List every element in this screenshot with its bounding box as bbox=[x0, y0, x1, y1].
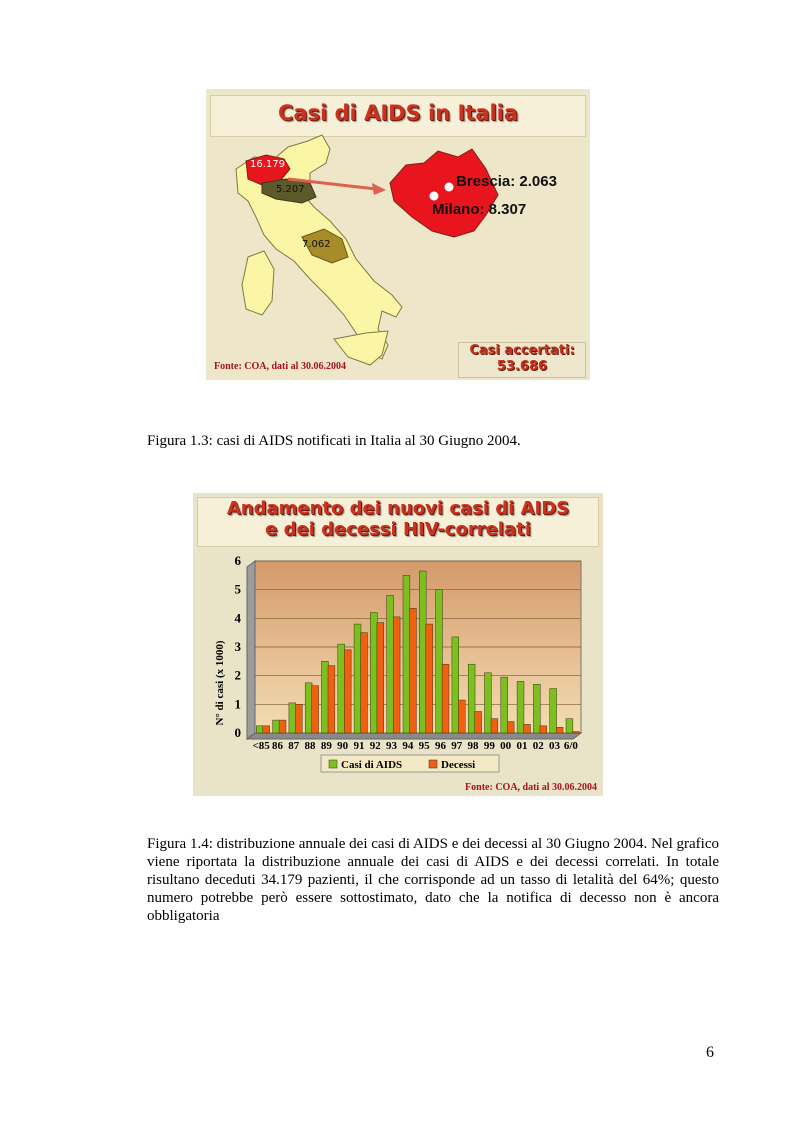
figure13-source: Fonte: COA, dati al 30.06.2004 bbox=[214, 361, 346, 372]
bar-chart bbox=[193, 493, 603, 796]
x-tick-label: 95 bbox=[418, 740, 430, 752]
y-tick-label: 3 bbox=[234, 639, 241, 654]
y-tick-label: 4 bbox=[234, 610, 241, 626]
y-tick-label: 6 bbox=[234, 553, 241, 568]
bar-casi bbox=[289, 703, 296, 733]
figure14-source: Fonte: COA, dati al 30.06.2004 bbox=[465, 782, 597, 793]
x-tick-label: 91 bbox=[353, 740, 365, 752]
x-tick-label: 97 bbox=[451, 740, 463, 752]
figure13-caption: Figura 1.3: casi di AIDS notificati in Italia al 30 Giugno 2004. bbox=[147, 433, 521, 449]
lombardia-count: 16.179 bbox=[250, 159, 285, 170]
bar-casi bbox=[403, 575, 410, 733]
lombardia-zoom-shape bbox=[390, 149, 498, 237]
bar-casi bbox=[354, 624, 361, 733]
total-label: Casi accertati: bbox=[469, 343, 575, 358]
bar-decessi bbox=[458, 700, 465, 733]
total-box bbox=[458, 342, 586, 378]
bar-decessi bbox=[328, 666, 335, 733]
x-tick-label: 93 bbox=[386, 740, 398, 752]
bar-casi bbox=[550, 689, 557, 733]
legend-label: Casi di AIDS bbox=[341, 759, 403, 771]
bar-decessi bbox=[573, 732, 580, 733]
x-tick-label: <85 bbox=[252, 740, 270, 752]
x-tick-label: 03 bbox=[549, 740, 561, 752]
bar-decessi bbox=[361, 633, 368, 733]
bar-decessi bbox=[344, 650, 351, 733]
x-tick-label: 94 bbox=[402, 740, 414, 752]
total-value: 53.686 bbox=[496, 359, 548, 374]
lazio-count: 7.062 bbox=[302, 239, 331, 250]
bar-decessi bbox=[393, 617, 400, 733]
chart-title-line1: Andamento dei nuovi casi di AIDS bbox=[226, 498, 570, 519]
bar-decessi bbox=[426, 624, 433, 733]
bar-casi bbox=[485, 673, 492, 733]
bar-decessi bbox=[263, 726, 270, 733]
bar-decessi bbox=[507, 722, 514, 733]
x-tick-label: 00 bbox=[500, 740, 512, 752]
bar-casi bbox=[273, 720, 280, 733]
legend-label: Decessi bbox=[441, 759, 476, 771]
bar-decessi bbox=[491, 719, 498, 733]
bar-casi bbox=[370, 613, 377, 733]
sardinia-shape bbox=[242, 251, 274, 315]
bar-casi bbox=[533, 684, 540, 733]
legend-swatch bbox=[329, 760, 337, 768]
brescia-dot bbox=[445, 183, 454, 192]
bar-casi bbox=[501, 677, 508, 733]
bar-decessi bbox=[279, 720, 286, 733]
bar-decessi bbox=[540, 726, 547, 733]
chart-title-line2: e dei decessi HIV-correlati bbox=[265, 519, 531, 540]
emilia-count: 5.207 bbox=[276, 184, 305, 195]
figure14-caption: Figura 1.4: distribuzione annuale dei casi di AIDS e dei decessi al 30 Giugno 2004. Nel grafico viene riportata la distribuzione annuale dei casi di AIDS e dei decessi correlati. In totale risultano deceduti 34.179 pazienti, il che corrisponde ad un tasso di letalità del 64%; questo numero potrebbe però essere sottostimato, dato che la notifica di decesso non è ancora obbligatoria bbox=[147, 836, 719, 924]
bar-casi bbox=[256, 726, 263, 733]
arrow-head bbox=[372, 183, 386, 195]
x-tick-label: 89 bbox=[320, 740, 332, 752]
legend-swatch bbox=[429, 760, 437, 768]
plot-floor bbox=[247, 733, 581, 739]
x-tick-label: 86 bbox=[271, 740, 283, 752]
bar-decessi bbox=[556, 727, 563, 733]
milano-dot bbox=[430, 192, 439, 201]
bar-casi bbox=[338, 644, 345, 733]
x-tick-label: 02 bbox=[532, 740, 544, 752]
italy-map-graphic bbox=[206, 89, 590, 380]
figure13-title: Casi di AIDS in Italia bbox=[277, 101, 519, 125]
plot-side-wall bbox=[247, 561, 255, 739]
x-tick-label: 99 bbox=[483, 740, 495, 752]
x-tick-label: 88 bbox=[304, 740, 316, 752]
bar-decessi bbox=[295, 704, 302, 733]
figure-aids-chart bbox=[193, 493, 603, 796]
x-tick-label: 90 bbox=[337, 740, 349, 752]
figure-italy-map bbox=[206, 89, 590, 380]
bar-decessi bbox=[410, 608, 417, 733]
x-tick-label: 01 bbox=[516, 740, 528, 752]
y-tick-label: 2 bbox=[234, 667, 241, 683]
bar-casi bbox=[419, 571, 426, 733]
y-axis-label: N° di casi (x 1000) bbox=[214, 640, 226, 726]
bar-casi bbox=[305, 683, 312, 733]
x-tick-label: 98 bbox=[467, 740, 479, 752]
x-tick-label: 92 bbox=[369, 740, 381, 752]
y-tick-label: 0 bbox=[234, 725, 241, 740]
page-number: 6 bbox=[706, 1044, 714, 1061]
bar-decessi bbox=[475, 712, 482, 734]
milano-label: Milano: 8.307 bbox=[432, 201, 527, 218]
bar-decessi bbox=[377, 623, 384, 733]
bar-casi bbox=[452, 637, 459, 733]
bar-decessi bbox=[524, 724, 531, 733]
x-tick-label: 6/0 bbox=[563, 740, 578, 752]
bar-casi bbox=[566, 719, 573, 733]
y-tick-label: 5 bbox=[234, 581, 241, 597]
x-tick-label: 87 bbox=[288, 740, 300, 752]
bar-casi bbox=[468, 664, 475, 733]
bar-casi bbox=[387, 595, 394, 733]
bar-casi bbox=[436, 590, 443, 733]
bar-casi bbox=[322, 661, 329, 733]
brescia-label: Brescia: 2.063 bbox=[456, 173, 557, 190]
bar-casi bbox=[517, 681, 524, 733]
bar-decessi bbox=[312, 686, 319, 733]
bar-decessi bbox=[442, 664, 449, 733]
sicily-shape bbox=[334, 331, 388, 365]
x-tick-label: 96 bbox=[434, 740, 446, 752]
y-tick-label: 1 bbox=[234, 696, 241, 712]
